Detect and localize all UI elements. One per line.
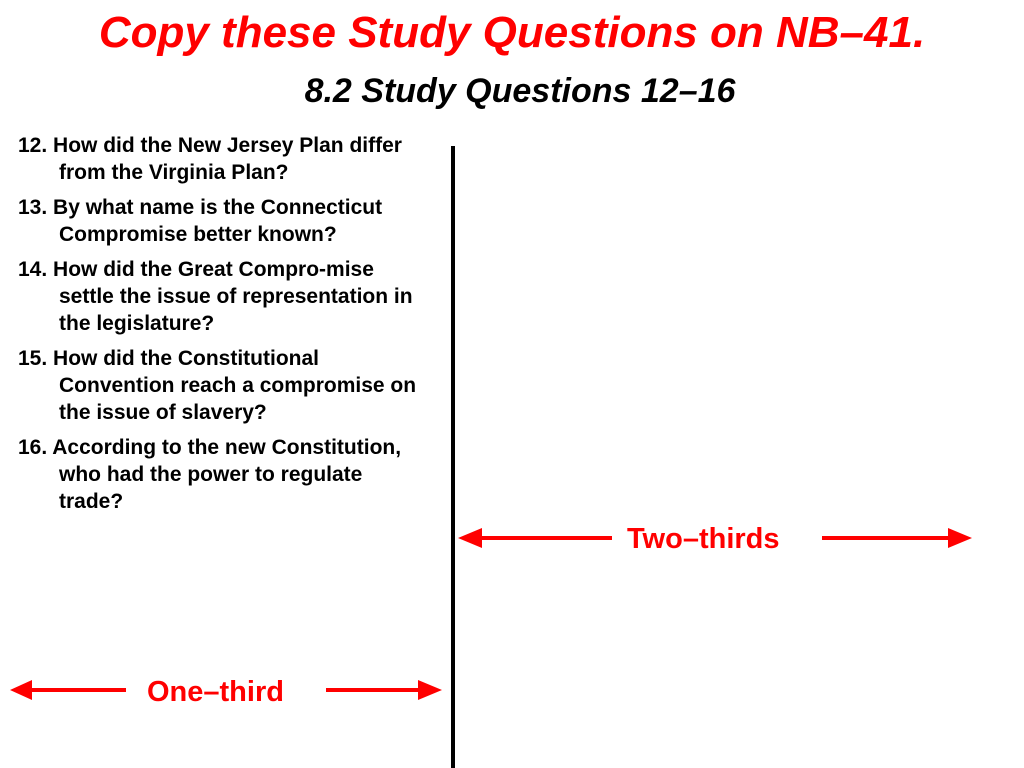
one-third-label: One–third — [147, 676, 284, 708]
question-item: 14. How did the Great Compro-mise settle the issue of representation in the legislature? — [18, 258, 413, 335]
slide-title: Copy these Study Questions on NB–41. — [98, 8, 926, 57]
slide-subtitle: 8.2 Study Questions 12–16 — [304, 72, 736, 110]
one-third-right-arrow-icon — [326, 680, 442, 700]
question-item: 15. How did the Constitutional Convention reach a compromise on the issue of slavery? — [18, 347, 417, 424]
question-item: 12. How did the New Jersey Plan differ from the Virginia Plan? — [18, 134, 402, 184]
two-thirds-label: Two–thirds — [627, 523, 780, 555]
question-item: 16. According to the new Constitution, who had the power to regulate trade? — [18, 436, 402, 513]
two-thirds-right-arrow-icon — [822, 528, 972, 548]
question-item: 13. By what name is the Connecticut Compromise better known? — [18, 196, 383, 246]
question-list — [18, 132, 430, 523]
column-divider-line — [451, 146, 455, 768]
two-thirds-left-arrow-icon — [458, 528, 612, 548]
one-third-left-arrow-icon — [10, 680, 126, 700]
